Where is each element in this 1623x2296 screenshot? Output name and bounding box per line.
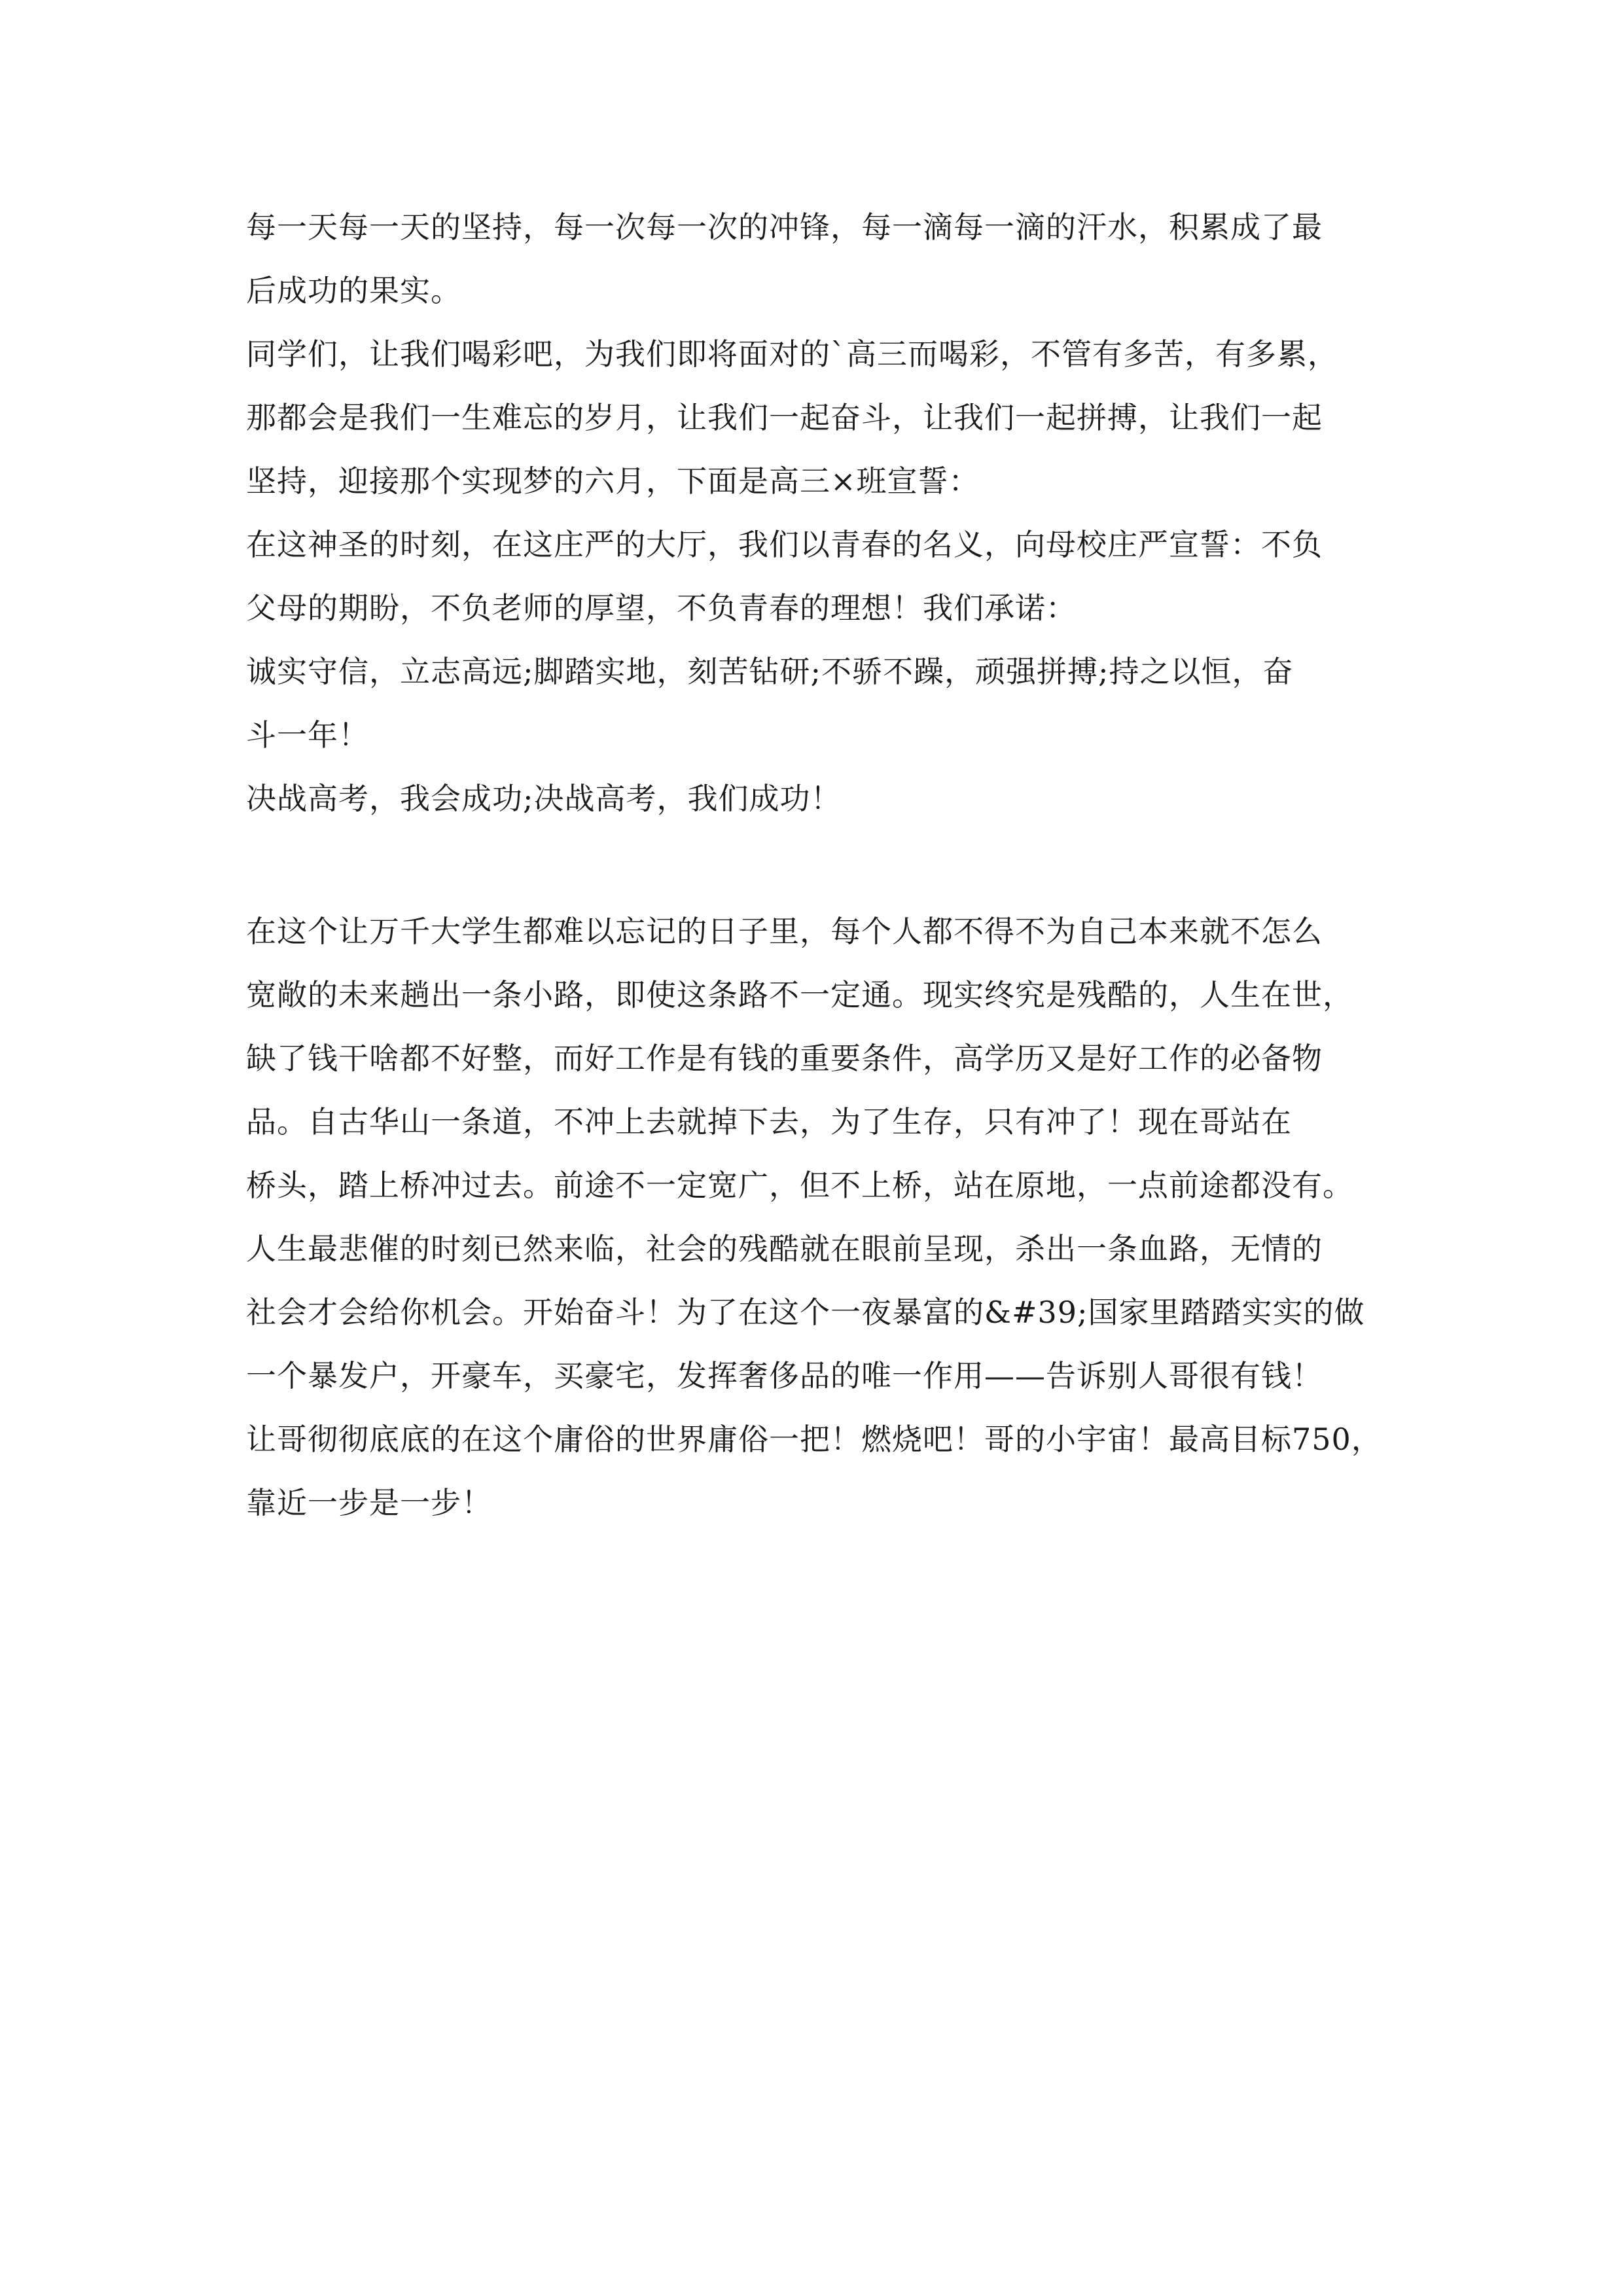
text-line: 一个暴发户，开豪车，买豪宅，发挥奢侈品的唯一作用——告诉别人哥很有钱！: [246, 1358, 1323, 1393]
text-line: 后成功的果实。: [246, 273, 461, 308]
text-line: 靠近一步是一步！: [246, 1485, 492, 1520]
text-line: 桥头，踏上桥冲过去。前途不一定宽广，但不上桥，站在原地，一点前途都没有。: [246, 1168, 1353, 1203]
text-line: 斗一年！: [246, 717, 369, 753]
text-line: 诚实守信，立志高远;脚踏实地，刻苦钻研;不骄不躁，顽强拼搏;持之以恒，奋: [246, 654, 1294, 689]
text-line: 缺了钱干啥都不好整，而好工作是有钱的重要条件，高学历又是好工作的必备物: [246, 1041, 1323, 1076]
paragraph-group-oath: [246, 196, 1385, 831]
text-line: 宽敞的未来趟出一条小路，即使这条路不一定通。现实终究是残酷的，人生在世，: [246, 977, 1353, 1013]
text-line: 每一天每一天的坚持，每一次每一次的冲锋，每一滴每一滴的汗水，积累成了最: [246, 209, 1323, 245]
text-line: 人生最悲催的时刻已然来临，社会的残酷就在眼前呈现，杀出一条血路，无情的: [246, 1231, 1323, 1266]
text-line: 社会才会给你机会。开始奋斗！为了在这个一夜暴富的&#39;国家里踏踏实实的做: [246, 1295, 1365, 1330]
text-line: 在这神圣的时刻，在这庄严的大厅，我们以青春的名义，向母校庄严宣誓：不负: [246, 527, 1323, 562]
text-line: 那都会是我们一生难忘的岁月，让我们一起奋斗，让我们一起拼搏，让我们一起: [246, 400, 1323, 435]
text-line: 父母的期盼，不负老师的厚望，不负青春的理想！我们承诺：: [246, 590, 1077, 626]
text-line: 坚持，迎接那个实现梦的六月，下面是高三×班宣誓：: [246, 463, 980, 499]
text-line: 在这个让万千大学生都难以忘记的日子里，每个人都不得不为自己本来就不怎么: [246, 914, 1323, 949]
text-line: 同学们，让我们喝彩吧，为我们即将面对的`高三而喝彩，不管有多苦，有多累，: [246, 336, 1338, 372]
paragraph-group-essay: [246, 900, 1385, 1535]
text-line: 品。自古华山一条道，不冲上去就掉下去，为了生存，只有冲了！现在哥站在: [246, 1104, 1292, 1139]
text-line: 决战高考，我会成功;决战高考，我们成功！: [246, 781, 842, 816]
text-line: 让哥彻彻底底的在这个庸俗的世界庸俗一把！燃烧吧！哥的小宇宙！最高目标750，: [246, 1422, 1382, 1457]
